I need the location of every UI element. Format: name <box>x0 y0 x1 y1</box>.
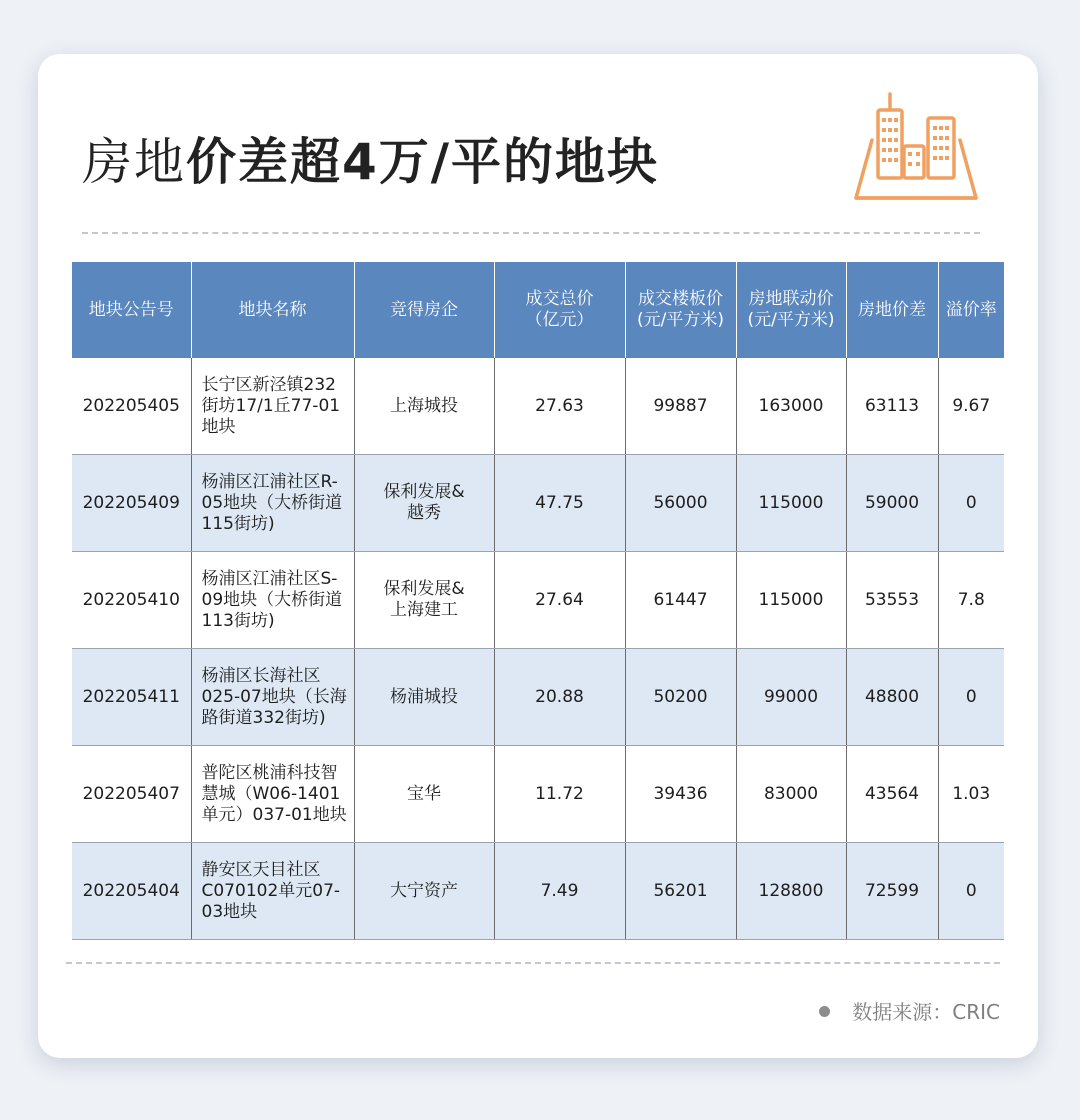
header-text: （亿元） <box>525 310 594 330</box>
table-row <box>72 358 1004 455</box>
divider-bottom <box>66 962 1000 964</box>
cell-linkage-price: 115000 <box>736 455 846 552</box>
cell-parcel-name-line: 长宁区新泾镇232 <box>201 374 336 395</box>
cell-total-price: 27.63 <box>494 358 625 455</box>
cell-buyer-line: 大宁资产 <box>390 880 458 901</box>
cell-parcel-id: 202205409 <box>72 455 191 552</box>
table-header-row <box>72 262 1004 358</box>
header-buyer <box>354 262 494 358</box>
cell-total-price: 27.64 <box>494 552 625 649</box>
cell-parcel-name-line: 113街坊) <box>201 610 275 631</box>
cell-linkage-price: 163000 <box>736 358 846 455</box>
cell-parcel-name <box>191 358 354 455</box>
cell-premium-rate: 7.8 <box>938 552 1004 649</box>
cell-buyer-line: 上海建工 <box>390 600 458 620</box>
page-title-part1: 房地 <box>82 133 186 191</box>
cell-parcel-name-line: 杨浦区长海社区 <box>201 665 321 686</box>
cell-parcel-name <box>191 746 354 843</box>
cell-price-diff: 63113 <box>846 358 938 455</box>
page-title-part2: 价差超4万/平的地块 <box>186 133 660 191</box>
cell-parcel-name-line: C070102单元07- <box>201 880 341 901</box>
cell-floor-price: 61447 <box>625 552 736 649</box>
cell-floor-price: 39436 <box>625 746 736 843</box>
header-text: 地块名称 <box>238 299 307 320</box>
cell-buyer-line: 宝华 <box>407 783 441 804</box>
cell-parcel-name-line: 慧城（W06-1401 <box>201 783 341 804</box>
cell-buyer <box>354 843 494 940</box>
header-total-price <box>494 262 625 358</box>
cell-parcel-id: 202205410 <box>72 552 191 649</box>
header-parcel-id <box>72 262 191 358</box>
cell-premium-rate: 0 <box>938 455 1004 552</box>
cell-linkage-price: 128800 <box>736 843 846 940</box>
cell-buyer-line: 越秀 <box>407 503 441 523</box>
cell-buyer-line: 杨浦城投 <box>390 686 458 707</box>
land-parcel-table <box>72 262 1004 940</box>
cell-buyer <box>354 746 494 843</box>
cell-total-price: 20.88 <box>494 649 625 746</box>
cell-parcel-name-line: 03地块 <box>201 901 258 922</box>
cell-parcel-name-line: 单元）037-01地块 <box>201 804 347 825</box>
cell-buyer <box>354 455 494 552</box>
cell-buyer-line: 上海城投 <box>390 395 458 416</box>
cell-buyer-line: 保利发展& <box>383 579 465 599</box>
cell-linkage-price: 83000 <box>736 746 846 843</box>
cell-parcel-name-line: 路街道332街坊) <box>201 707 326 728</box>
cell-parcel-id: 202205411 <box>72 649 191 746</box>
header-text: 成交楼板价 <box>638 289 723 309</box>
cell-parcel-name-line: 杨浦区江浦社区R- <box>201 471 338 492</box>
cell-total-price: 11.72 <box>494 746 625 843</box>
cell-parcel-id: 202205407 <box>72 746 191 843</box>
cell-parcel-name <box>191 455 354 552</box>
header-floor-price <box>625 262 736 358</box>
cell-parcel-name-line: 普陀区桃浦科技智 <box>201 762 338 783</box>
cell-parcel-name-line: 09地块（大桥街道 <box>201 589 343 610</box>
header-text: 竞得房企 <box>390 299 458 320</box>
cell-linkage-price: 115000 <box>736 552 846 649</box>
table-row <box>72 746 1004 843</box>
header-premium-rate <box>938 262 1004 358</box>
cell-linkage-price: 99000 <box>736 649 846 746</box>
cell-floor-price: 56201 <box>625 843 736 940</box>
cell-premium-rate: 1.03 <box>938 746 1004 843</box>
cell-buyer <box>354 552 494 649</box>
data-source <box>819 996 1000 1025</box>
cell-price-diff: 59000 <box>846 455 938 552</box>
cell-premium-rate: 0 <box>938 843 1004 940</box>
cell-total-price: 7.49 <box>494 843 625 940</box>
cell-parcel-name-line: 115街坊) <box>201 513 275 534</box>
bullet-dot-icon <box>819 1006 830 1017</box>
city-buildings-icon <box>850 88 982 204</box>
cell-parcel-name-line: 静安区天目社区 <box>201 859 321 880</box>
header-text: 房地联动价 <box>748 289 834 309</box>
header-text: (元/平方米) <box>747 310 835 330</box>
cell-price-diff: 43564 <box>846 746 938 843</box>
cell-parcel-name <box>191 552 354 649</box>
cell-parcel-id: 202205405 <box>72 358 191 455</box>
cell-floor-price: 50200 <box>625 649 736 746</box>
header-text: 成交总价 <box>525 289 594 309</box>
divider-top <box>82 232 980 234</box>
table-row <box>72 649 1004 746</box>
cell-premium-rate: 9.67 <box>938 358 1004 455</box>
cell-buyer <box>354 649 494 746</box>
table-row <box>72 843 1004 940</box>
cell-total-price: 47.75 <box>494 455 625 552</box>
cell-parcel-id: 202205404 <box>72 843 191 940</box>
header-text: (元/平方米) <box>637 310 724 330</box>
header-text: 溢价率 <box>945 299 997 320</box>
cell-premium-rate: 0 <box>938 649 1004 746</box>
cell-floor-price: 99887 <box>625 358 736 455</box>
cell-buyer-line: 保利发展& <box>383 482 465 502</box>
cell-buyer <box>354 358 494 455</box>
cell-price-diff: 53553 <box>846 552 938 649</box>
cell-parcel-name-line: 杨浦区江浦社区S- <box>201 568 338 589</box>
cell-parcel-name-line: 街坊17/1丘77-01 <box>201 395 341 416</box>
cell-parcel-name-line: 05地块（大桥街道 <box>201 492 343 513</box>
table-row <box>72 552 1004 649</box>
header-price-diff <box>846 262 938 358</box>
header-text: 房地价差 <box>858 299 926 320</box>
header-text: 地块公告号 <box>88 299 174 320</box>
data-source-text: 数据来源：CRIC <box>852 1000 1000 1024</box>
cell-floor-price: 56000 <box>625 455 736 552</box>
cell-price-diff: 48800 <box>846 649 938 746</box>
page-title <box>82 130 659 194</box>
cell-price-diff: 72599 <box>846 843 938 940</box>
cell-parcel-name <box>191 649 354 746</box>
table-row <box>72 455 1004 552</box>
header-linkage-price <box>736 262 846 358</box>
cell-parcel-name-line: 025-07地块（长海 <box>201 686 347 707</box>
header-parcel-name <box>191 262 354 358</box>
cell-parcel-name-line: 地块 <box>201 416 236 437</box>
cell-parcel-name <box>191 843 354 940</box>
